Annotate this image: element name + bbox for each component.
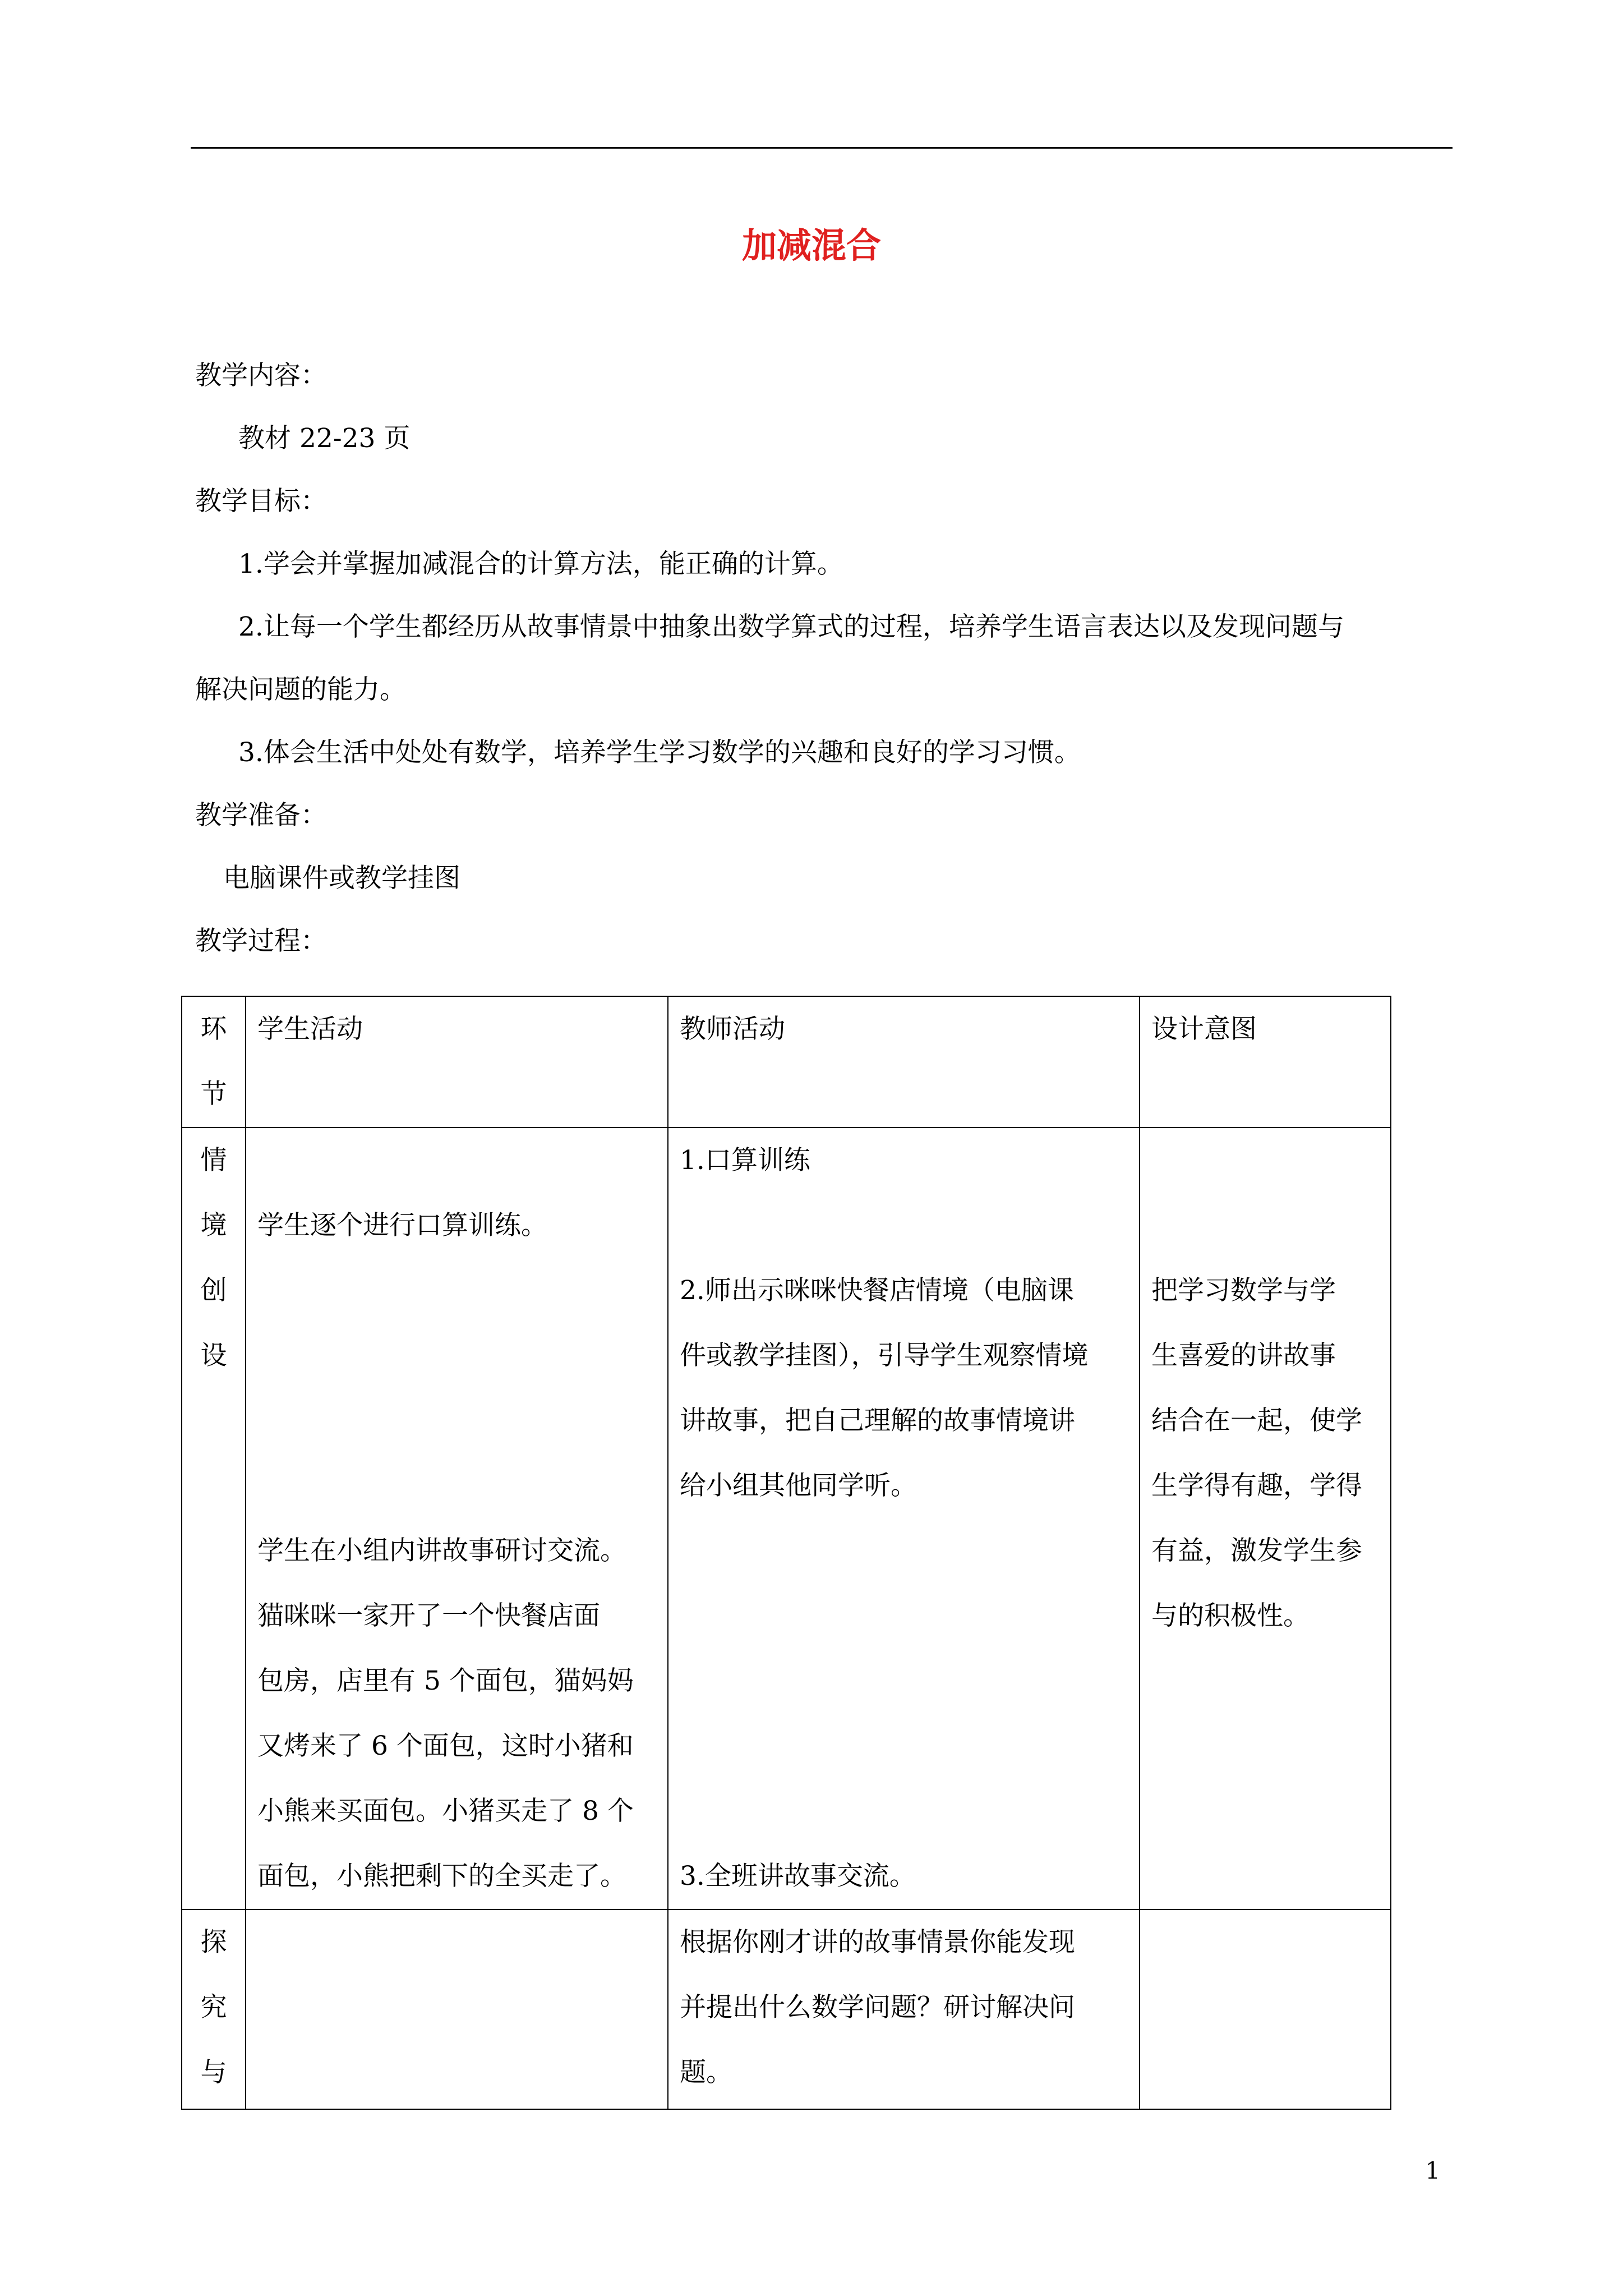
student-activity-cell — [246, 1910, 668, 2109]
page-number: 1 — [1425, 2157, 1440, 2184]
goal-3: 3.体会生活中处处有数学，培养学生学习数学的兴趣和良好的学习习惯。 — [238, 737, 1081, 768]
header-design-intent: 设计意图 — [1140, 996, 1391, 1128]
goal-2-line-1: 2.让每一个学生都经历从故事情景中抽象出数学算式的过程，培养学生语言表达以及发现问题与 — [238, 611, 1344, 642]
student-activity-text: 又烤来了 6 个面包，这时小猪和 — [257, 1731, 634, 1761]
goal-1: 1.学会并掌握加减混合的计算方法，能正确的计算。 — [238, 549, 843, 579]
design-intent-text: 结合在一起，使学 — [1151, 1405, 1362, 1436]
teacher-activity-text: 并提出什么数学问题？研讨解决问 — [680, 1992, 1075, 2023]
teacher-activity-text: 件或教学挂图），引导学生观察情境 — [680, 1340, 1089, 1371]
design-intent-cell — [1140, 1910, 1391, 2109]
design-intent-text: 有益，激发学生参 — [1151, 1535, 1362, 1566]
prep-text: 电脑课件或教学挂图 — [223, 863, 460, 894]
teaching-process-table — [181, 996, 1391, 2110]
design-intent-text: 与的积极性。 — [1151, 1600, 1310, 1631]
student-activity-text: 猫咪咪一家开了一个快餐店面 — [257, 1600, 600, 1631]
stage-char: 境 — [200, 1210, 227, 1241]
stage-char: 究 — [200, 1992, 227, 2023]
teacher-activity-text: 1.口算训练 — [680, 1145, 810, 1176]
stage-scenario — [182, 1128, 246, 1910]
document-title: 加减混合 — [741, 225, 881, 266]
content-label: 教学内容： — [195, 360, 327, 391]
content-text: 教材 22-23 页 — [238, 423, 411, 454]
design-intent-text: 生喜爱的讲故事 — [1151, 1340, 1336, 1371]
student-activity-text: 学生逐个进行口算训练。 — [257, 1210, 547, 1241]
design-intent-cell — [1140, 1128, 1391, 1910]
student-activity-text: 面包，小熊把剩下的全买走了。 — [257, 1861, 626, 1892]
header-stage — [182, 996, 246, 1128]
teacher-activity-text: 讲故事，把自己理解的故事情境讲 — [680, 1405, 1075, 1436]
table-row — [182, 1128, 1391, 1910]
header-student-activity: 学生活动 — [246, 996, 668, 1128]
goals-label: 教学目标： — [195, 486, 327, 517]
design-intent-text: 把学习数学与学 — [1151, 1275, 1336, 1306]
header-rule — [191, 147, 1453, 149]
student-activity-text: 小熊来买面包。小猪买走了 8 个 — [257, 1796, 634, 1826]
goal-2-line-2: 解决问题的能力。 — [195, 674, 406, 705]
design-intent-text: 生学得有趣，学得 — [1151, 1470, 1362, 1501]
header-stage-char: 环 — [200, 1014, 227, 1045]
stage-explore — [182, 1910, 246, 2109]
teacher-activity-cell — [668, 1910, 1140, 2109]
table-row — [182, 1910, 1391, 2109]
student-activity-text: 学生在小组内讲故事研讨交流。 — [257, 1535, 626, 1566]
stage-char: 探 — [200, 1927, 227, 1958]
stage-char: 与 — [200, 2057, 227, 2088]
teacher-activity-cell — [668, 1128, 1140, 1910]
teacher-activity-text: 给小组其他同学听。 — [680, 1470, 917, 1501]
teacher-activity-text: 3.全班讲故事交流。 — [680, 1861, 916, 1892]
teacher-activity-text: 根据你刚才讲的故事情景你能发现 — [680, 1927, 1075, 1958]
stage-char: 设 — [200, 1340, 227, 1371]
teacher-activity-text: 题。 — [680, 2057, 732, 2088]
stage-char: 创 — [200, 1275, 227, 1306]
header-stage-char: 节 — [200, 1079, 227, 1110]
stage-char: 情 — [200, 1145, 227, 1176]
prep-label: 教学准备： — [195, 800, 327, 831]
student-activity-cell — [246, 1128, 668, 1910]
table-header-row — [182, 996, 1391, 1128]
student-activity-text: 包房，店里有 5 个面包，猫妈妈 — [257, 1665, 634, 1696]
header-teacher-activity: 教师活动 — [668, 996, 1140, 1128]
process-label: 教学过程： — [195, 926, 327, 956]
teacher-activity-text: 2.师出示咪咪快餐店情境（电脑课 — [680, 1275, 1074, 1306]
